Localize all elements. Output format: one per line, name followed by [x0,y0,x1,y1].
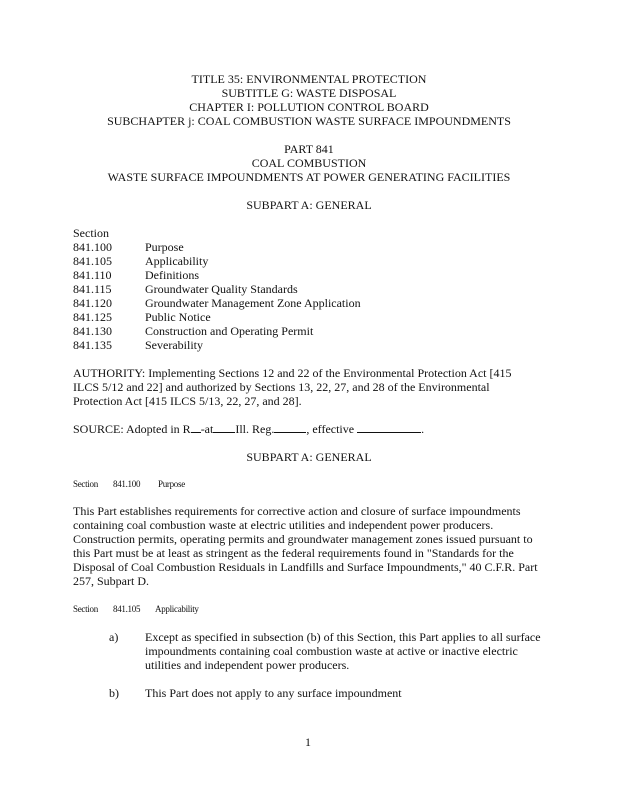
page-number: 1 [305,735,311,749]
toc-item-title: Applicability [145,254,209,268]
source-mid1: -at [200,422,214,436]
item-marker: b) [109,686,119,700]
subchapter-line: SUBCHAPTER j: COAL COMBUSTION WASTE SURFACE IMPOUNDMENTS [107,114,511,128]
toc-label: Section [73,226,109,240]
source-end: . [421,422,425,436]
section-label: Section [73,604,98,614]
body-line: Construction permits, operating permits and groundwater management zones issued pursuant to [73,532,533,546]
toc-item-number: 841.135 [73,338,112,352]
blank-field [357,422,421,433]
authority-line3: Protection Act [415 ILCS 5/13, 22, 27, and 28]. [73,394,302,408]
body-line: 257, Subpart D. [73,574,149,588]
toc-item-number: 841.130 [73,324,112,338]
source-prefix: SOURCE: Adopted in R [73,422,191,436]
source-line [73,422,424,436]
toc-item-number: 841.100 [73,240,112,254]
item-line: impoundments containing coal combustion waste at active or inactive electric [145,644,518,658]
authority-line2: ILCS 5/12 and 22] and authorized by Sections 13, 22, 27, and 28 of the Environmental [73,380,490,394]
toc-item-title: Definitions [145,268,199,282]
source-mid2: Ill. Reg. [235,422,275,436]
body-line: Disposal of Coal Combustion Residuals in Landfills and Surface Impoundments," 40 C.F.R. Part [73,560,538,574]
subtitle-line: SUBTITLE G: WASTE DISPOSAL [221,86,397,100]
section-number: 841.105 [113,604,141,614]
toc-item-title: Severability [145,338,203,352]
blank-field [213,422,235,433]
body-line: This Part establishes requirements for corrective action and closure of surface impoundments [73,504,521,518]
authority-line1: AUTHORITY: Implementing Sections 12 and 22 of the Environmental Protection Act [415 [73,366,512,380]
item-line: This Part does not apply to any surface impoundment [145,686,402,700]
blank-field [274,422,306,433]
toc-item-number: 841.115 [73,282,112,296]
section-number: 841.100 [113,479,141,489]
subpart-heading: SUBPART A: GENERAL [246,198,372,212]
part-name-line1: COAL COMBUSTION [251,156,367,170]
body-line: this Part must be at least as stringent as the federal requirements found in "Standards for the [73,546,514,560]
part-number: PART 841 [284,142,334,156]
toc-item-number: 841.120 [73,296,112,310]
body-line: containing coal combustion waste at electric utilities and independent power producers. [73,518,494,532]
chapter-line: CHAPTER I: POLLUTION CONTROL BOARD [189,100,429,114]
toc-item-number: 841.105 [73,254,112,268]
toc-item-number: 841.110 [73,268,112,282]
toc-item-title: Groundwater Quality Standards [145,282,298,296]
section-title: Purpose [158,479,185,489]
source-mid3: , effective [306,422,355,436]
toc-item-title: Construction and Operating Permit [145,324,314,338]
subpart-heading-repeat: SUBPART A: GENERAL [246,450,372,464]
toc-item-number: 841.125 [73,310,112,324]
part-name-line2: WASTE SURFACE IMPOUNDMENTS AT POWER GENERATING FACILITIES [107,170,511,184]
section-label: Section [73,479,98,489]
toc-item-title: Purpose [145,240,184,254]
toc-item-title: Public Notice [145,310,211,324]
blank-field [191,422,201,433]
item-marker: a) [109,630,119,644]
section-title: Applicability [155,604,199,614]
toc-item-title: Groundwater Management Zone Application [145,296,361,310]
title-line: TITLE 35: ENVIRONMENTAL PROTECTION [191,72,427,86]
item-line: Except as specified in subsection (b) of this Section, this Part applies to all surface [145,630,541,644]
item-line: utilities and independent power producers. [145,658,350,672]
